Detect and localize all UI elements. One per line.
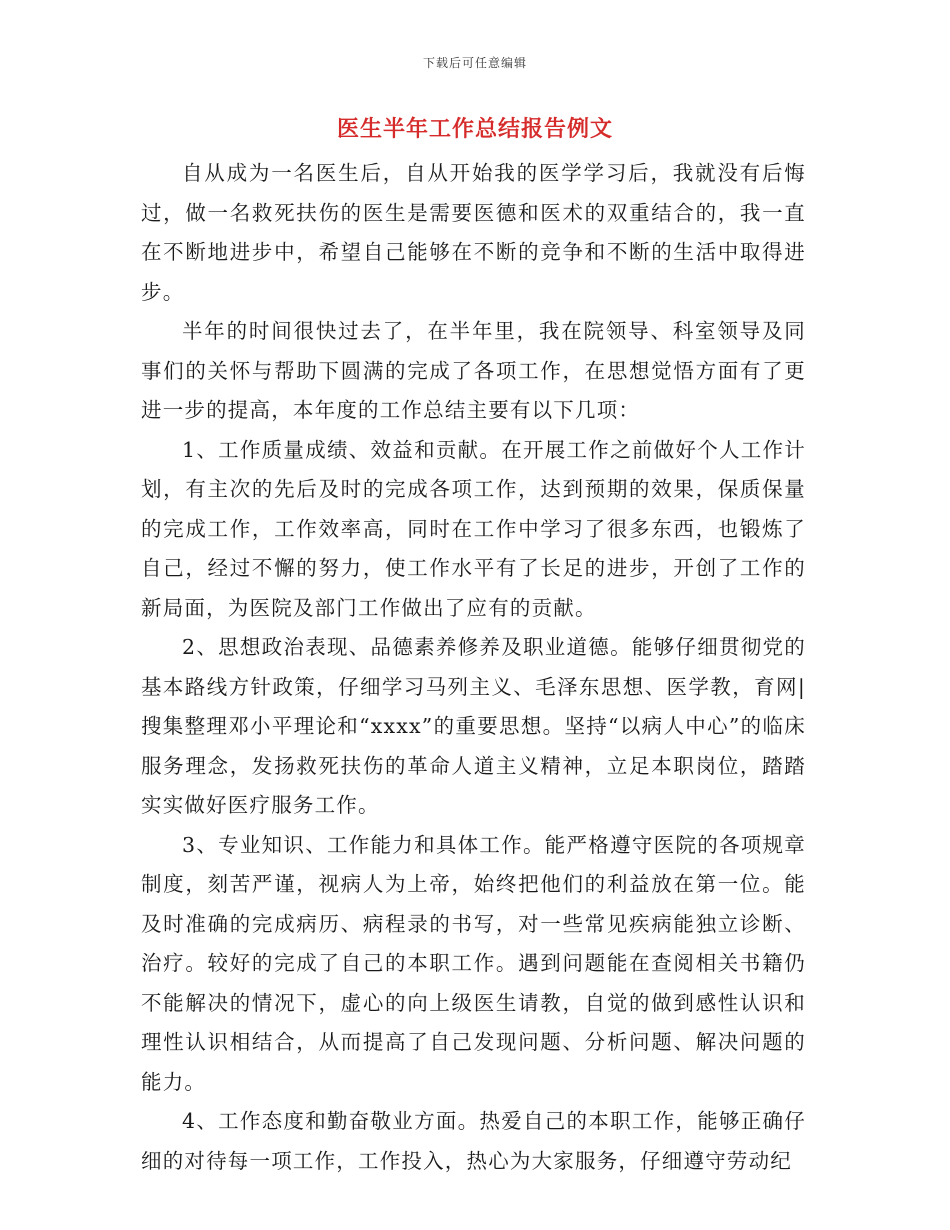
document-title: 医生半年工作总结报告例文 <box>336 117 613 142</box>
paragraph-intro: 自从成为一名医生后，自从开始我的医学学习后，我就没有后悔过，做一名救死扶伤的医生是需要医德和医术的双重结合的，我一直在不断地进步中，希望自己能够在不断的竞争和不断的生活中取得进步。 <box>141 161 806 304</box>
paragraph-item-3: 3、专业知识、工作能力和具体工作。能严格遵守医院的各项规章制度，刻苦严谨，视病人为上帝，始终把他们的利益放在第一位。能及时准确的完成病历、病程录的书写，对一些常见疾病能独立诊断、治疗。较好的完成了自己的本职工作。遇到问题能在查阅相关书籍仍不能解决的情况下，虚心的向上级医生请教，自觉的做到感性认识和理性认识相结合，从而提高了自己发现问题、分析问题、解决问题的能力。 <box>141 832 806 1094</box>
paragraph-item-4: 4、工作态度和勤奋敬业方面。热爱自己的本职工作，能够正确仔细的对待每一项工作，工作投入，热心为大家服务，仔细遵守劳动纪 <box>141 1109 806 1173</box>
paragraph-overview: 半年的时间很快过去了，在半年里，我在院领导、科室领导及同事们的关怀与帮助下圆满的完成了各项工作，在思想觉悟方面有了更进一步的提高，本年度的工作总结主要有以下几项： <box>141 319 806 422</box>
paragraph-item-2: 2、思想政治表现、品德素养修养及职业道德。能够仔细贯彻党的基本路线方针政策，仔细学习马列主义、毛泽东思想、医学教，育网|搜集整理邓小平理论和“xxxx”的重要思想。坚持“以病人中心”的临床服务理念，发扬救死扶伤的革命人道主义精神，立足本职岗位，踏踏实实做好医疗服务工作。 <box>141 635 806 817</box>
paragraph-item-1: 1、工作质量成绩、效益和贡献。在开展工作之前做好个人工作计划，有主次的先后及时的完成各项工作，达到预期的效果，保质保量的完成工作，工作效率高，同时在工作中学习了很多东西，也锻炼了自己，经过不懈的努力，使工作水平有了长足的进步，开创了工作的新局面，为医院及部门工作做出了应有的贡献。 <box>141 437 806 620</box>
header-note: 下载后可任意编辑 <box>422 56 527 70</box>
document-body <box>141 154 806 1181</box>
